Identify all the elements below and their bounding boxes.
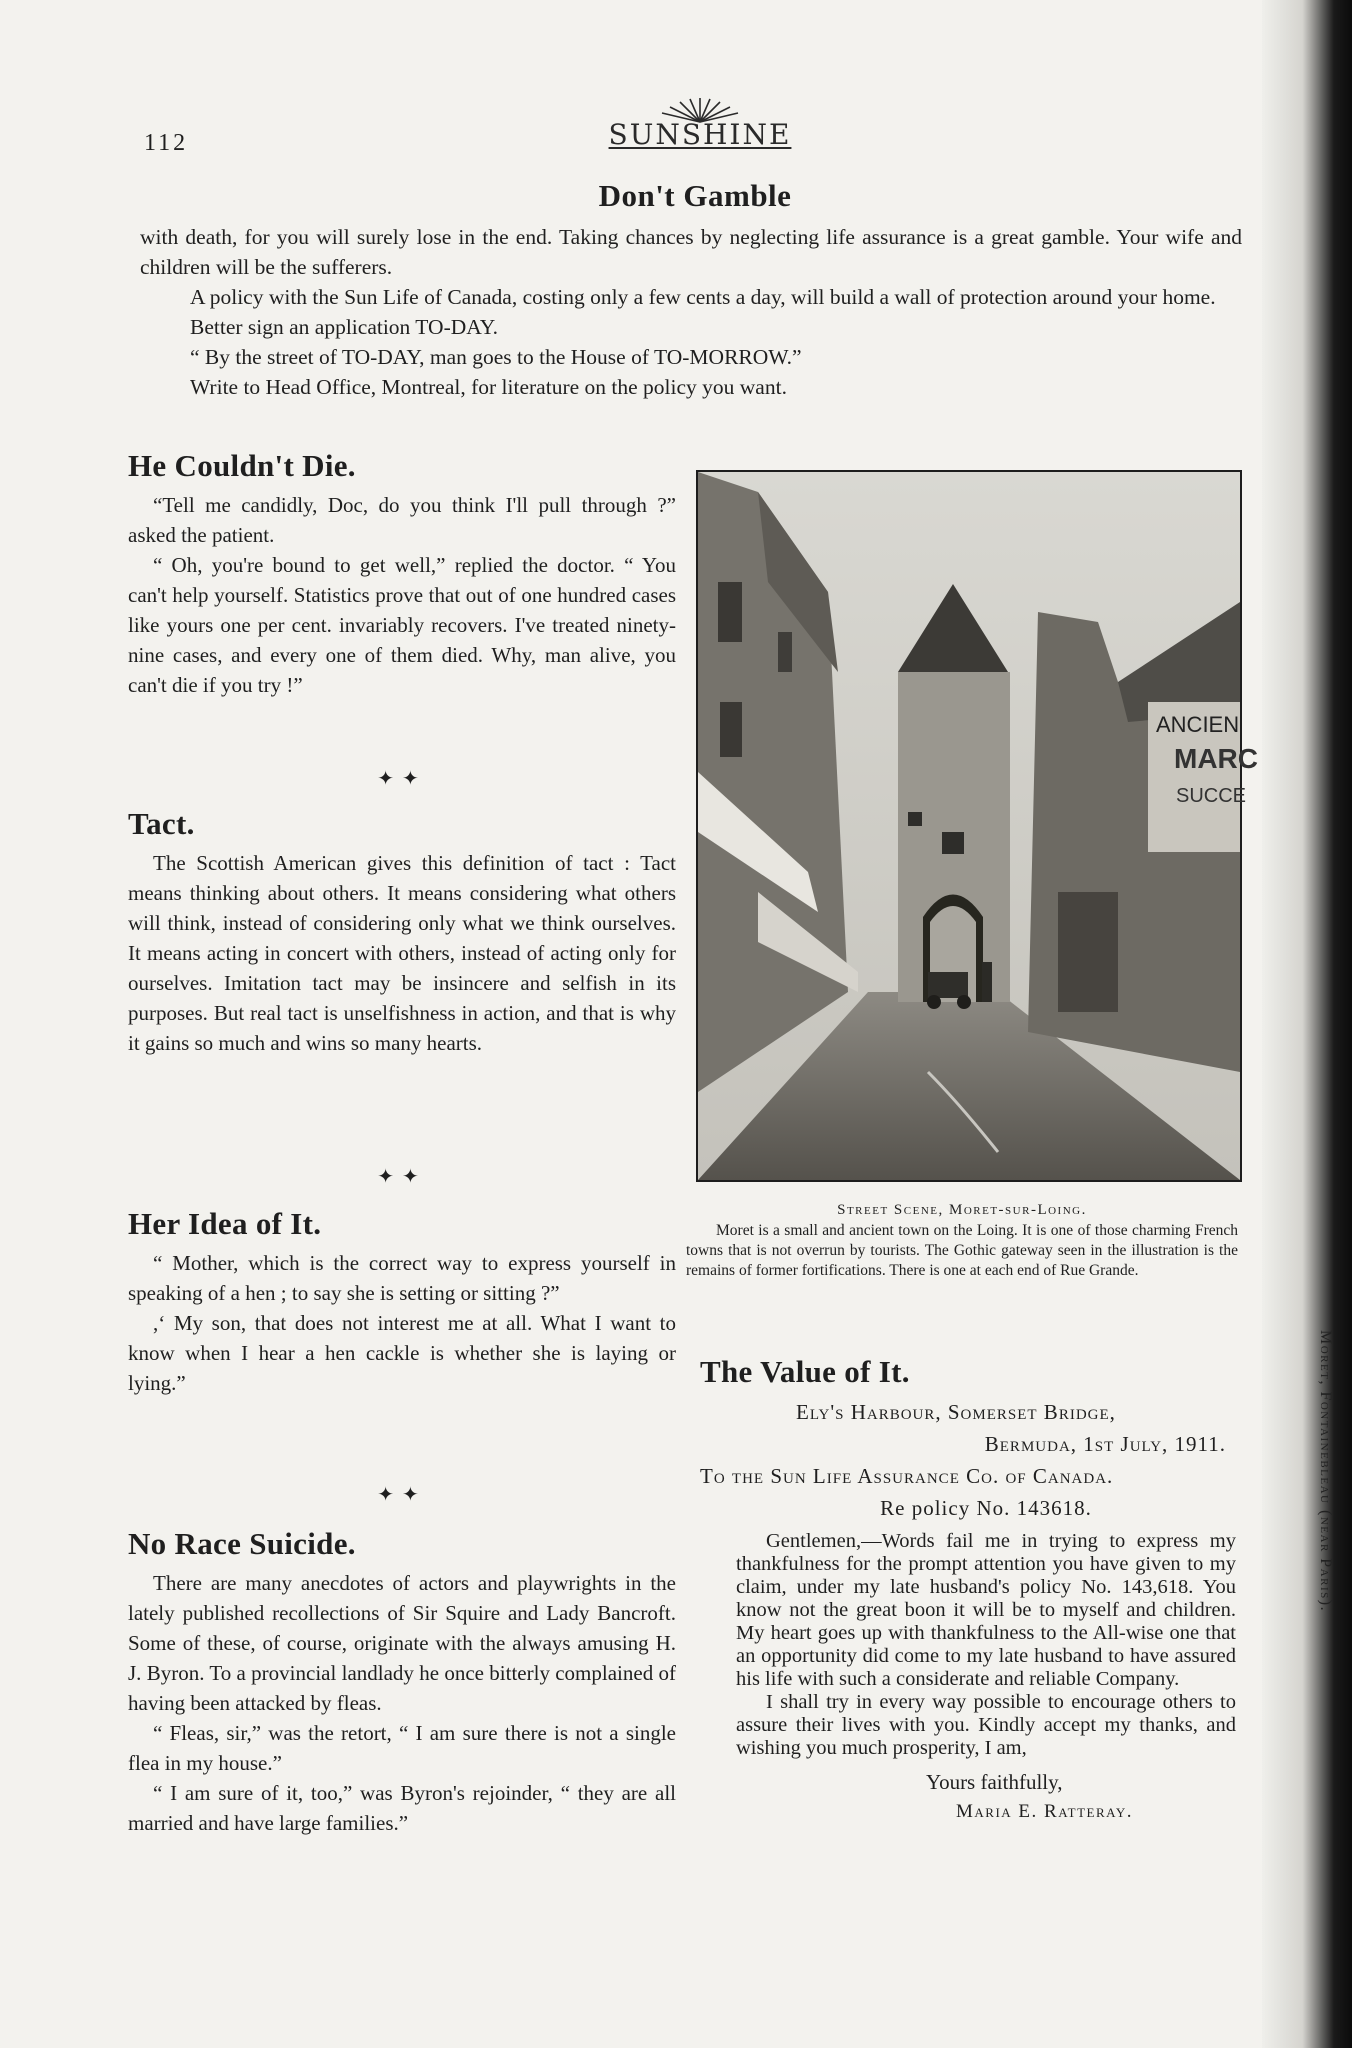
dont-gamble-body	[140, 222, 1242, 402]
section-title: Tact.	[128, 806, 195, 841]
section-divider: ✦✦	[377, 768, 427, 790]
masthead	[600, 96, 800, 166]
paragraph: Gentlemen,—Words fail me in trying to express my thankfulness for the prompt attention you have given to my claim, under my late husband's policy No. 143,618. You know not the great boon it will be to myself and children. My heart goes up with thankfulness to the All-wise one that an opportunity did come to my late husband to have assured his life with such a considerate and reliable Company.	[736, 1530, 1236, 1690]
paragraph: ,‘ My son, that does not interest me at all. What I want to know when I hear a hen cackle is whether she is laying or lying.”	[128, 1311, 676, 1395]
shop-sign-line: SUCCE	[1176, 785, 1247, 807]
paragraph: “ Mother, which is the correct way to express yourself in speaking of a hen ; to say she is setting or sitting ?”	[128, 1251, 676, 1305]
paragraph: “ Oh, you're bound to get well,” replied the doctor. “ You can't help yourself. Statistics prove that out of one hundred cases like yours one per cent. invariably recovers. I've treated ninety-nine cases, and every one of them died. Why, man alive, you can't die if you try !”	[128, 553, 676, 697]
shop-sign-line: ANCIEN	[1156, 712, 1240, 737]
paragraph: The Scottish American gives this definition of tact : Tact means thinking about others. It means considering what others will think, instead of considering only what we think ourselves. It means acting in concert with others, instead of acting only for ourselves. Imitation tact may be insincere and selfish in its purposes. But real tact is unselfishness in action, and that is why it gains so much and wins so many hearts.	[128, 851, 676, 1055]
photo-caption	[686, 1202, 1238, 1281]
caption-title: Street Scene, Moret-sur-Loing.	[837, 1202, 1087, 1218]
couldnt-die-section	[128, 448, 676, 700]
paragraph: “ I am sure of it, too,” was Byron's rejoinder, “ they are all married and have large families.”	[128, 1781, 676, 1835]
letter-date: Bermuda, 1st July, 1911.	[984, 1432, 1226, 1456]
paragraph: Better sign an application TO-DAY.	[190, 315, 498, 339]
dont-gamble-title: Don't Gamble	[598, 178, 792, 213]
race-suicide-section	[128, 1526, 676, 1838]
section-divider: ✦✦	[377, 1484, 427, 1506]
page-number: 112	[144, 130, 189, 156]
section-title: The Value of It.	[700, 1354, 910, 1389]
shop-sign-line: MARC	[1174, 743, 1258, 774]
section-divider: ✦✦	[377, 1166, 427, 1188]
letter-signature: Maria E. Ratteray.	[956, 1801, 1133, 1822]
street-scene-photo	[696, 470, 1258, 1182]
letter-recipient: To the Sun Life Assurance Co. of Canada.	[700, 1464, 1114, 1488]
letter-reference: Re policy No. 143618.	[880, 1496, 1092, 1520]
masthead-title: SUNSHINE	[608, 118, 792, 151]
paragraph: “Tell me candidly, Doc, do you think I'll pull through ?” asked the patient.	[128, 493, 676, 547]
paragraph: with death, for you will surely lose in the end. Taking chances by neglecting life assurance is a great gamble. Your wife and children will be the sufferers.	[140, 225, 1242, 279]
section-title: He Couldn't Die.	[128, 448, 356, 483]
section-title: Her Idea of It.	[128, 1206, 322, 1241]
section-title: No Race Suicide.	[128, 1526, 356, 1561]
tact-section	[128, 806, 676, 1058]
value-of-it-section	[700, 1354, 1236, 1823]
street-scene-illustration	[698, 472, 1258, 1180]
vertical-side-caption	[1310, 1330, 1340, 1770]
her-idea-section	[128, 1206, 676, 1398]
side-caption-text: Moret, Fontainebleau (near Paris).	[1317, 1330, 1334, 1613]
paragraph: Write to Head Office, Montreal, for literature on the policy you want.	[190, 375, 787, 399]
paragraph: “ By the street of TO-DAY, man goes to the House of TO-MORROW.”	[190, 345, 802, 369]
letter-address: Ely's Harbour, Somerset Bridge,	[796, 1400, 1116, 1424]
paragraph: “ Fleas, sir,” was the retort, “ I am sure there is not a single flea in my house.”	[128, 1721, 676, 1775]
paragraph: A policy with the Sun Life of Canada, costing only a few cents a day, will build a wall of protection around your home.	[190, 285, 1216, 309]
paragraph: I shall try in every way possible to encourage others to assure their lives with you. Kindly accept my thanks, and wishing you much prosperity, I am,	[736, 1691, 1236, 1759]
caption-body: Moret is a small and ancient town on the Loing. It is one of those charming French towns that is not overrun by tourists. The Gothic gateway seen in the illustration is the remains of former fortifications. There is one at each end of Rue Grande.	[686, 1222, 1238, 1279]
paragraph: There are many anecdotes of actors and playwrights in the lately published recollections of Sir Squire and Lady Bancroft. Some of these, of course, originate with the always amusing H. J. Byron. To a provincial landlady he once bitterly complained of having been attacked by fleas.	[128, 1571, 676, 1715]
letter-closing: Yours faithfully,	[926, 1770, 1063, 1794]
